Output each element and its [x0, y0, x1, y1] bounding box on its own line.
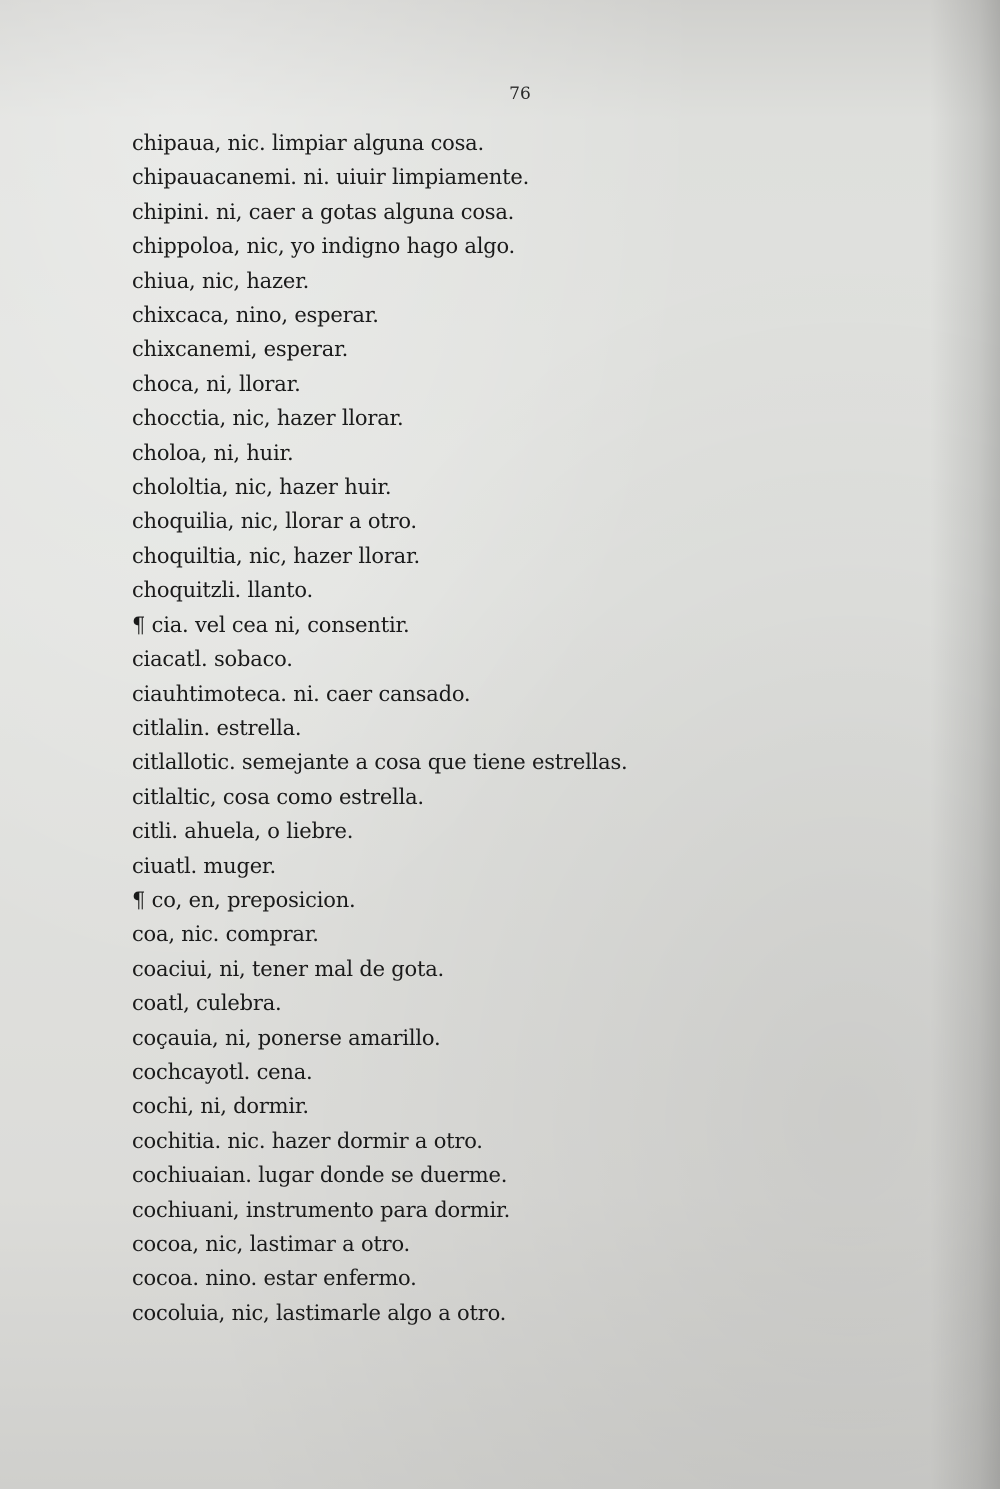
dictionary-entry: coçauia, ni, ponerse amarillo. [132, 1025, 441, 1050]
dictionary-entry: coaciui, ni, tener mal de gota. [132, 956, 445, 981]
dictionary-entry: cocoa. nino. estar enfermo. [132, 1266, 417, 1291]
dictionary-entry: cochcayotl. cena. [132, 1059, 313, 1084]
dictionary-entry: citlalin. estrella. [132, 715, 302, 740]
dictionary-entry: cochitia. nic. hazer dormir a otro. [132, 1128, 483, 1153]
dictionary-entry: choquilia, nic, llorar a otro. [132, 509, 417, 534]
dictionary-entry: ¶ cia. vel cea ni, consentir. [132, 612, 410, 637]
dictionary-entry: cocoa, nic, lastimar a otro. [132, 1232, 411, 1256]
dictionary-entry: chixcanemi, esperar. [132, 337, 349, 362]
dictionary-entry: chiua, nic, hazer. [132, 268, 310, 293]
dictionary-entry: choquiltia, nic, hazer llorar. [132, 543, 421, 568]
dictionary-entry: ciauhtimoteca. ni. caer cansado. [132, 681, 471, 706]
dictionary-entry: cochiuani, instrumento para dormir. [132, 1197, 511, 1222]
dictionary-entry: cochi, ni, dormir. [132, 1094, 309, 1119]
page-number: 76 [509, 84, 531, 104]
dictionary-entry: chipaua, nic. limpiar alguna cosa. [132, 131, 484, 155]
dictionary-entry: ciacatl. sobaco. [132, 647, 293, 672]
dictionary-entry: ¶ co, en, preposicion. [132, 887, 356, 912]
dictionary-entry: chololtia, nic, hazer huir. [132, 475, 392, 500]
dictionary-entry: chipauacanemi. ni. uiuir limpiamente. [132, 165, 530, 190]
dictionary-entry: chipini. ni, caer a gotas alguna cosa. [132, 199, 515, 224]
dictionary-entry: choca, ni, llorar. [132, 371, 301, 396]
dictionary-entry: choquitzli. llanto. [132, 578, 313, 603]
dictionary-entry: citlallotic. semejante a cosa que tiene estrellas. [132, 750, 628, 775]
dictionary-entry: coatl, culebra. [132, 991, 282, 1016]
dictionary-entry: citli. ahuela, o liebre. [132, 819, 354, 844]
dictionary-entry: citlaltic, cosa como estrella. [132, 784, 424, 809]
dictionary-entry: coa, nic. comprar. [132, 922, 319, 947]
dictionary-entry: cochiuaian. lugar donde se duerme. [132, 1163, 508, 1188]
dictionary-entry: cocoluia, nic, lastimarle algo a otro. [132, 1300, 507, 1325]
dictionary-entry: ciuatl. muger. [132, 853, 276, 878]
dictionary-entry: chocctia, nic, hazer llorar. [132, 406, 404, 431]
dictionary-entry: chixcaca, nino, esperar. [132, 303, 379, 328]
dictionary-entry: choloa, ni, huir. [132, 440, 294, 465]
dictionary-entries [132, 126, 628, 1330]
page-edge-shadow [930, 0, 1000, 1489]
dictionary-entry: chippoloa, nic, yo indigno hago algo. [132, 234, 516, 259]
